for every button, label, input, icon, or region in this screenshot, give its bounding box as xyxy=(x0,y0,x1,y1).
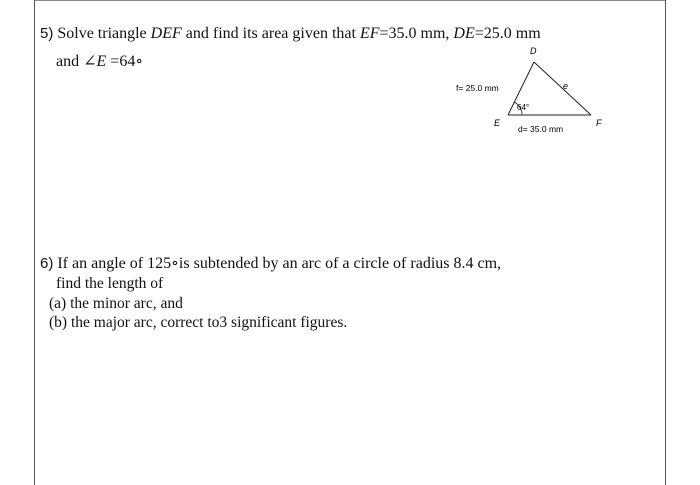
angle-letter: E xyxy=(96,53,107,70)
triangle-name: DEF xyxy=(150,25,182,42)
side-e-label: e xyxy=(563,81,569,91)
side-f-label: f= 25.0 mm xyxy=(456,83,499,93)
vertex-f-label: F xyxy=(596,118,602,128)
question-6-number: 6) xyxy=(40,255,54,272)
angle-symbol: ∠ xyxy=(83,53,97,70)
question-5-lead: Solve triangle xyxy=(57,25,147,42)
page-left-border xyxy=(34,0,35,485)
and-text: and xyxy=(56,53,80,70)
side-ef-label: EF xyxy=(359,25,380,42)
side-de-value: =25.0 mm xyxy=(474,25,541,42)
angle-value: =64∘ xyxy=(110,53,144,70)
side-ef-value: =35.0 mm, xyxy=(379,25,450,42)
page-top-border xyxy=(34,0,666,1)
question-5-number: 5) xyxy=(40,25,54,42)
question-6-part-a: (a) the minor arc, and xyxy=(49,295,183,312)
side-de-label: DE xyxy=(453,25,475,42)
vertex-d-label: D xyxy=(530,46,537,56)
question-6-part-b: (b) the major arc, correct to3 significant figures. xyxy=(49,314,348,331)
question-6-line-2: find the length of xyxy=(56,275,164,292)
question-5-mid: and find its area given that xyxy=(185,25,356,42)
question-6-line-1 xyxy=(40,254,501,274)
question-6-text-1: If an angle of 125∘is subtended by an arc of a circle of radius 8.4 cm, xyxy=(57,255,502,272)
page-right-border xyxy=(665,0,666,485)
vertex-e-label: E xyxy=(494,118,501,128)
triangle-diagram xyxy=(440,40,620,140)
side-d-label: d= 35.0 mm xyxy=(518,124,564,134)
angle-e-label: 64° xyxy=(517,103,530,112)
question-5-line-2 xyxy=(56,52,143,72)
